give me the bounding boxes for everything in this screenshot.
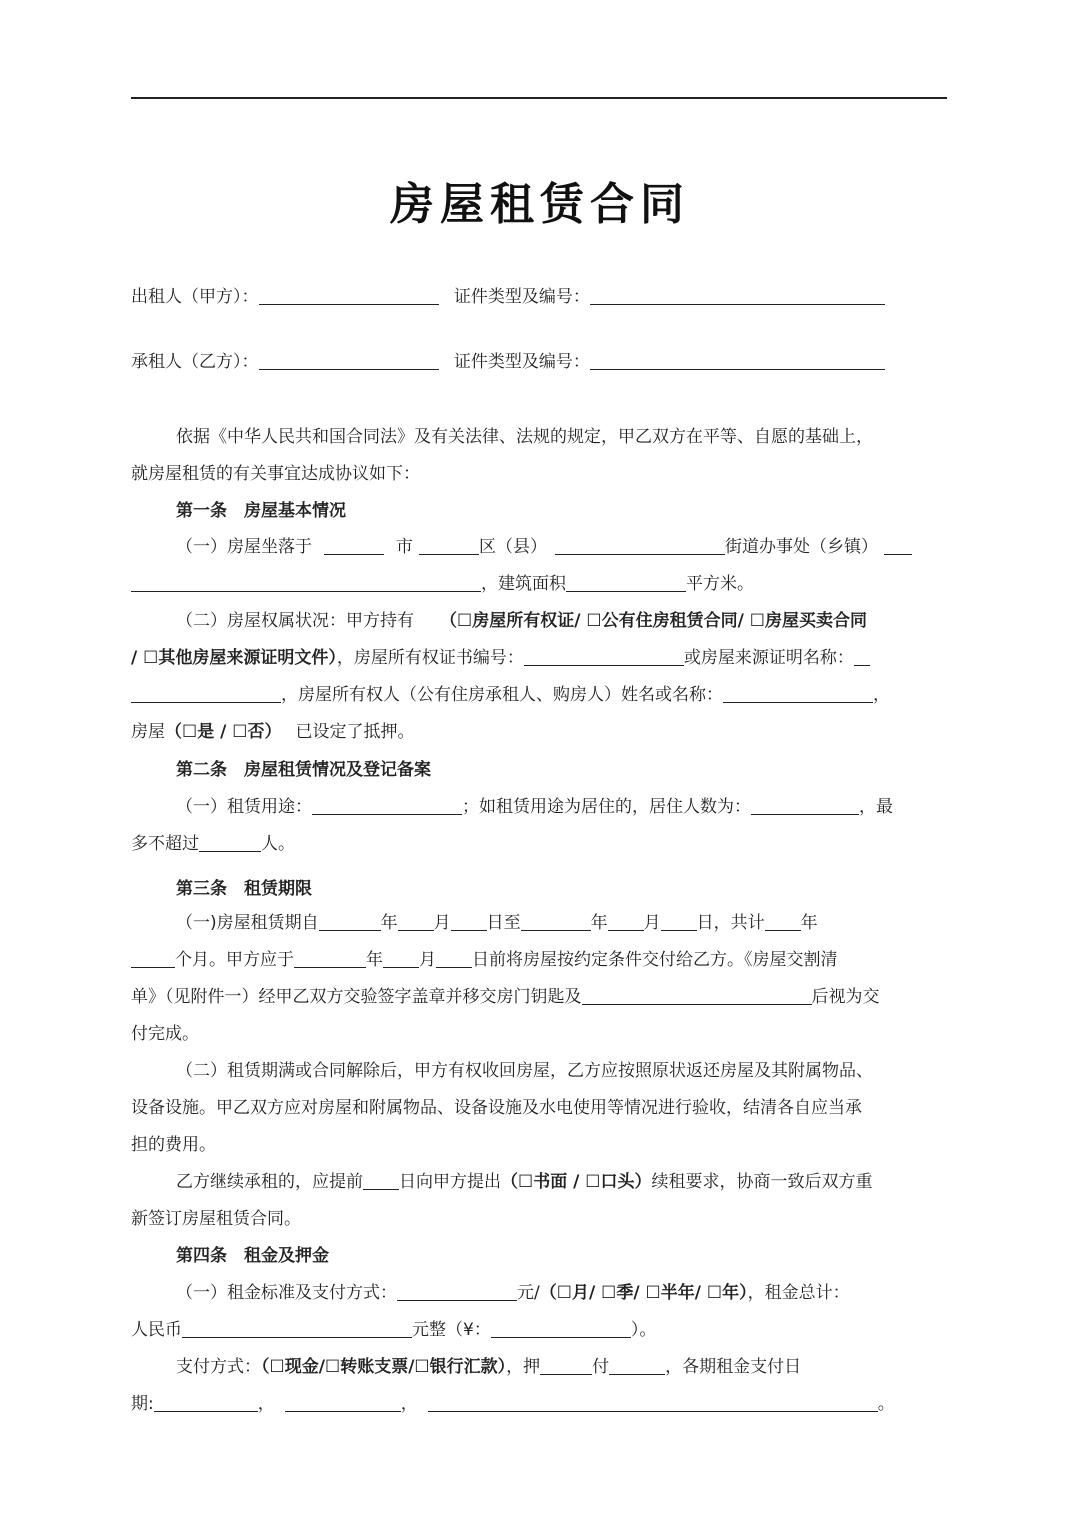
- art1-p2-line1: [176, 609, 947, 633]
- art4-p2-line1: [176, 1355, 947, 1379]
- deposit-months-field[interactable]: [540, 1356, 592, 1375]
- text: 乙方继续承租的，应提前: [176, 1172, 363, 1192]
- text: ，租金总计：: [747, 1283, 850, 1303]
- header-rule: [131, 97, 947, 99]
- usage-field[interactable]: [312, 796, 462, 815]
- start-month-field[interactable]: [398, 912, 434, 931]
- text: 付: [592, 1357, 610, 1377]
- art3-p2-line2: 设备设施。甲乙双方应对房屋和附属物品、设备设施及水电使用等情况进行验收，结清各自应当承: [131, 1098, 862, 1118]
- end-month-field[interactable]: [608, 912, 644, 931]
- art2-p1-line1: [176, 795, 947, 819]
- text: 月: [419, 950, 436, 970]
- text: ，: [257, 1394, 275, 1414]
- text: 人民币: [131, 1320, 182, 1340]
- text: 年: [366, 950, 383, 970]
- certificate-number-field[interactable]: [524, 647, 684, 666]
- text: 后视为交: [811, 987, 880, 1007]
- text: （一）租赁用途：: [176, 797, 312, 817]
- text: 区（县）: [479, 537, 547, 557]
- text: ，建筑面积: [481, 574, 566, 594]
- art3-p3-line2: 新签订房屋租赁合同。: [131, 1209, 301, 1229]
- total-years-field[interactable]: [765, 912, 801, 931]
- text: ）。: [630, 1320, 657, 1340]
- party-a-line: [131, 285, 947, 309]
- art3-p1-line1: [176, 911, 947, 935]
- art1-p1-line1: [176, 535, 947, 559]
- art1-p1-line2: [131, 572, 947, 596]
- text: 房屋: [131, 722, 165, 742]
- text: 已设定了抵押。: [295, 722, 415, 742]
- text: ，各期租金支付日: [665, 1357, 802, 1377]
- deliver-month-field[interactable]: [383, 949, 419, 968]
- notice-days-field[interactable]: [363, 1171, 399, 1190]
- text: 人。: [261, 834, 295, 854]
- art3-p2-line3: 担的费用。: [131, 1135, 216, 1155]
- residents-field[interactable]: [751, 796, 859, 815]
- mortgage-options[interactable]: （☐是 / ☐否）: [165, 722, 282, 742]
- city-field[interactable]: [324, 536, 384, 555]
- party-b-label: 承租人（乙方）：: [131, 352, 259, 372]
- payment-method-options[interactable]: （☐现金/☐转账支票/☐银行汇款）: [261, 1357, 507, 1377]
- art3-p2-line1: （二）租赁期满或合同解除后，甲方有权收回房屋，乙方应按照原状返还房屋及其附属物品、: [176, 1061, 873, 1081]
- article-3-heading: 第三条 租赁期限: [176, 879, 312, 899]
- text: （二）房屋权属状况：甲方持有: [176, 611, 414, 631]
- text: （一)房屋租赁期自: [176, 913, 319, 933]
- text: ；如租赁用途为居住的，居住人数为：: [462, 797, 751, 817]
- text: 年: [800, 913, 818, 933]
- pay-date-field-1[interactable]: [154, 1393, 258, 1412]
- article-4-heading: 第四条 租金及押金: [176, 1246, 329, 1266]
- text: ，最: [859, 797, 893, 817]
- art4-p1-line1: [176, 1281, 947, 1305]
- text: 个月。甲方应于: [175, 950, 294, 970]
- art1-p2-line3: [131, 683, 947, 707]
- text: 元/: [517, 1283, 540, 1303]
- art2-p1-line2: [131, 832, 947, 856]
- art3-p1-line4: 付完成。: [131, 1024, 199, 1044]
- intro-line-1: 依据《中华人民共和国合同法》及有关法律、法规的规定，甲乙双方在平等、自愿的基础上，: [176, 427, 873, 447]
- text: 日前将房屋按约定条件交付给乙方。《房屋交割清: [472, 950, 838, 970]
- pay-months-field[interactable]: [609, 1356, 665, 1375]
- art3-p3-line1: [176, 1170, 947, 1194]
- rent-period-options[interactable]: （☐月/ ☐季/ ☐半年/ ☐年）: [539, 1283, 748, 1303]
- area-field[interactable]: [566, 573, 686, 592]
- text: ，押: [506, 1357, 541, 1377]
- text: 日向甲方提出: [399, 1172, 501, 1192]
- text: ，房屋所有权证书编号：: [336, 648, 524, 668]
- article-2-heading: 第二条 房屋租赁情况及登记备案: [176, 760, 431, 780]
- total-months-field[interactable]: [131, 949, 175, 968]
- rent-total-words-field[interactable]: [182, 1319, 412, 1338]
- party-b-id-field[interactable]: [590, 351, 885, 370]
- text: 支付方式：: [176, 1357, 261, 1377]
- rent-total-number-field[interactable]: [491, 1319, 631, 1338]
- party-b-name-field[interactable]: [259, 351, 439, 370]
- art3-p1-line2: [131, 948, 947, 972]
- address-field[interactable]: [131, 573, 481, 592]
- source-name-field-cont[interactable]: [131, 684, 281, 703]
- text: 单》（见附件一）经甲乙双方交验签字盖章并移交房门钥匙及: [131, 987, 582, 1007]
- text: 日，共计: [696, 913, 765, 933]
- text: 平方米。: [686, 574, 754, 594]
- start-year-field[interactable]: [319, 912, 381, 931]
- renewal-method-options[interactable]: （☐书面 / ☐口头）: [501, 1172, 652, 1192]
- text: 年: [380, 913, 398, 933]
- art3-p1-line3: [131, 985, 947, 1009]
- text: 续租要求，协商一致后双方重: [651, 1172, 873, 1192]
- text: ，: [400, 1394, 418, 1414]
- handover-items-field[interactable]: [582, 986, 812, 1005]
- text: 多不超过: [131, 834, 199, 854]
- text: 。: [877, 1394, 895, 1414]
- pay-date-field-3[interactable]: [428, 1393, 878, 1412]
- text: 月: [433, 913, 451, 933]
- street-field[interactable]: [555, 536, 725, 555]
- max-residents-field[interactable]: [199, 833, 261, 852]
- owner-name-field[interactable]: [723, 684, 873, 703]
- rent-amount-field[interactable]: [397, 1282, 517, 1301]
- party-a-label: 出租人（甲方）：: [131, 287, 259, 307]
- party-b-line: [131, 350, 947, 374]
- text: 或房屋来源证明名称：: [683, 648, 854, 668]
- art4-p1-line2: [131, 1318, 947, 1342]
- text: 市: [396, 537, 413, 557]
- art1-p2-line4: [131, 720, 947, 744]
- text: 年: [590, 913, 608, 933]
- deliver-day-field[interactable]: [436, 949, 472, 968]
- text: 期:: [131, 1394, 154, 1414]
- party-a-name-field[interactable]: [259, 286, 439, 305]
- intro-line-2: 就房屋租赁的有关事宜达成协议如下：: [131, 464, 420, 484]
- text: （一）租金标准及支付方式：: [176, 1283, 397, 1303]
- text: ，: [873, 685, 890, 705]
- ownership-options[interactable]: （☐房屋所有权证/ ☐公有住房租赁合同/ ☐房屋买卖合同: [440, 611, 867, 631]
- party-a-id-field[interactable]: [590, 286, 885, 305]
- art1-p2-line2: [131, 646, 947, 670]
- document-title: 房屋租赁合同: [390, 179, 690, 230]
- text: 元整（¥：: [412, 1320, 491, 1340]
- pay-date-field-2[interactable]: [285, 1393, 401, 1412]
- text: （一）房屋坐落于: [176, 537, 312, 557]
- district-field[interactable]: [419, 536, 479, 555]
- end-day-field[interactable]: [661, 912, 697, 931]
- art4-p2-line2: [131, 1392, 947, 1416]
- text: 日至: [486, 913, 521, 933]
- end-year-field[interactable]: [521, 912, 591, 931]
- text: ，房屋所有权人（公有住房承租人、购房人）姓名或名称：: [281, 685, 723, 705]
- start-day-field[interactable]: [451, 912, 487, 931]
- article-1-heading: 第一条 房屋基本情况: [176, 501, 346, 521]
- deliver-year-field[interactable]: [294, 949, 366, 968]
- text: 街道办事处（乡镇）: [725, 537, 878, 557]
- other-proof-option[interactable]: / ☐其他房屋来源证明文件）: [131, 648, 337, 668]
- party-b-id-label: 证件类型及编号：: [453, 352, 590, 372]
- text: 月: [643, 913, 661, 933]
- source-name-field[interactable]: [854, 647, 870, 666]
- party-a-id-label: 证件类型及编号：: [453, 287, 590, 307]
- township-field[interactable]: [884, 536, 912, 555]
